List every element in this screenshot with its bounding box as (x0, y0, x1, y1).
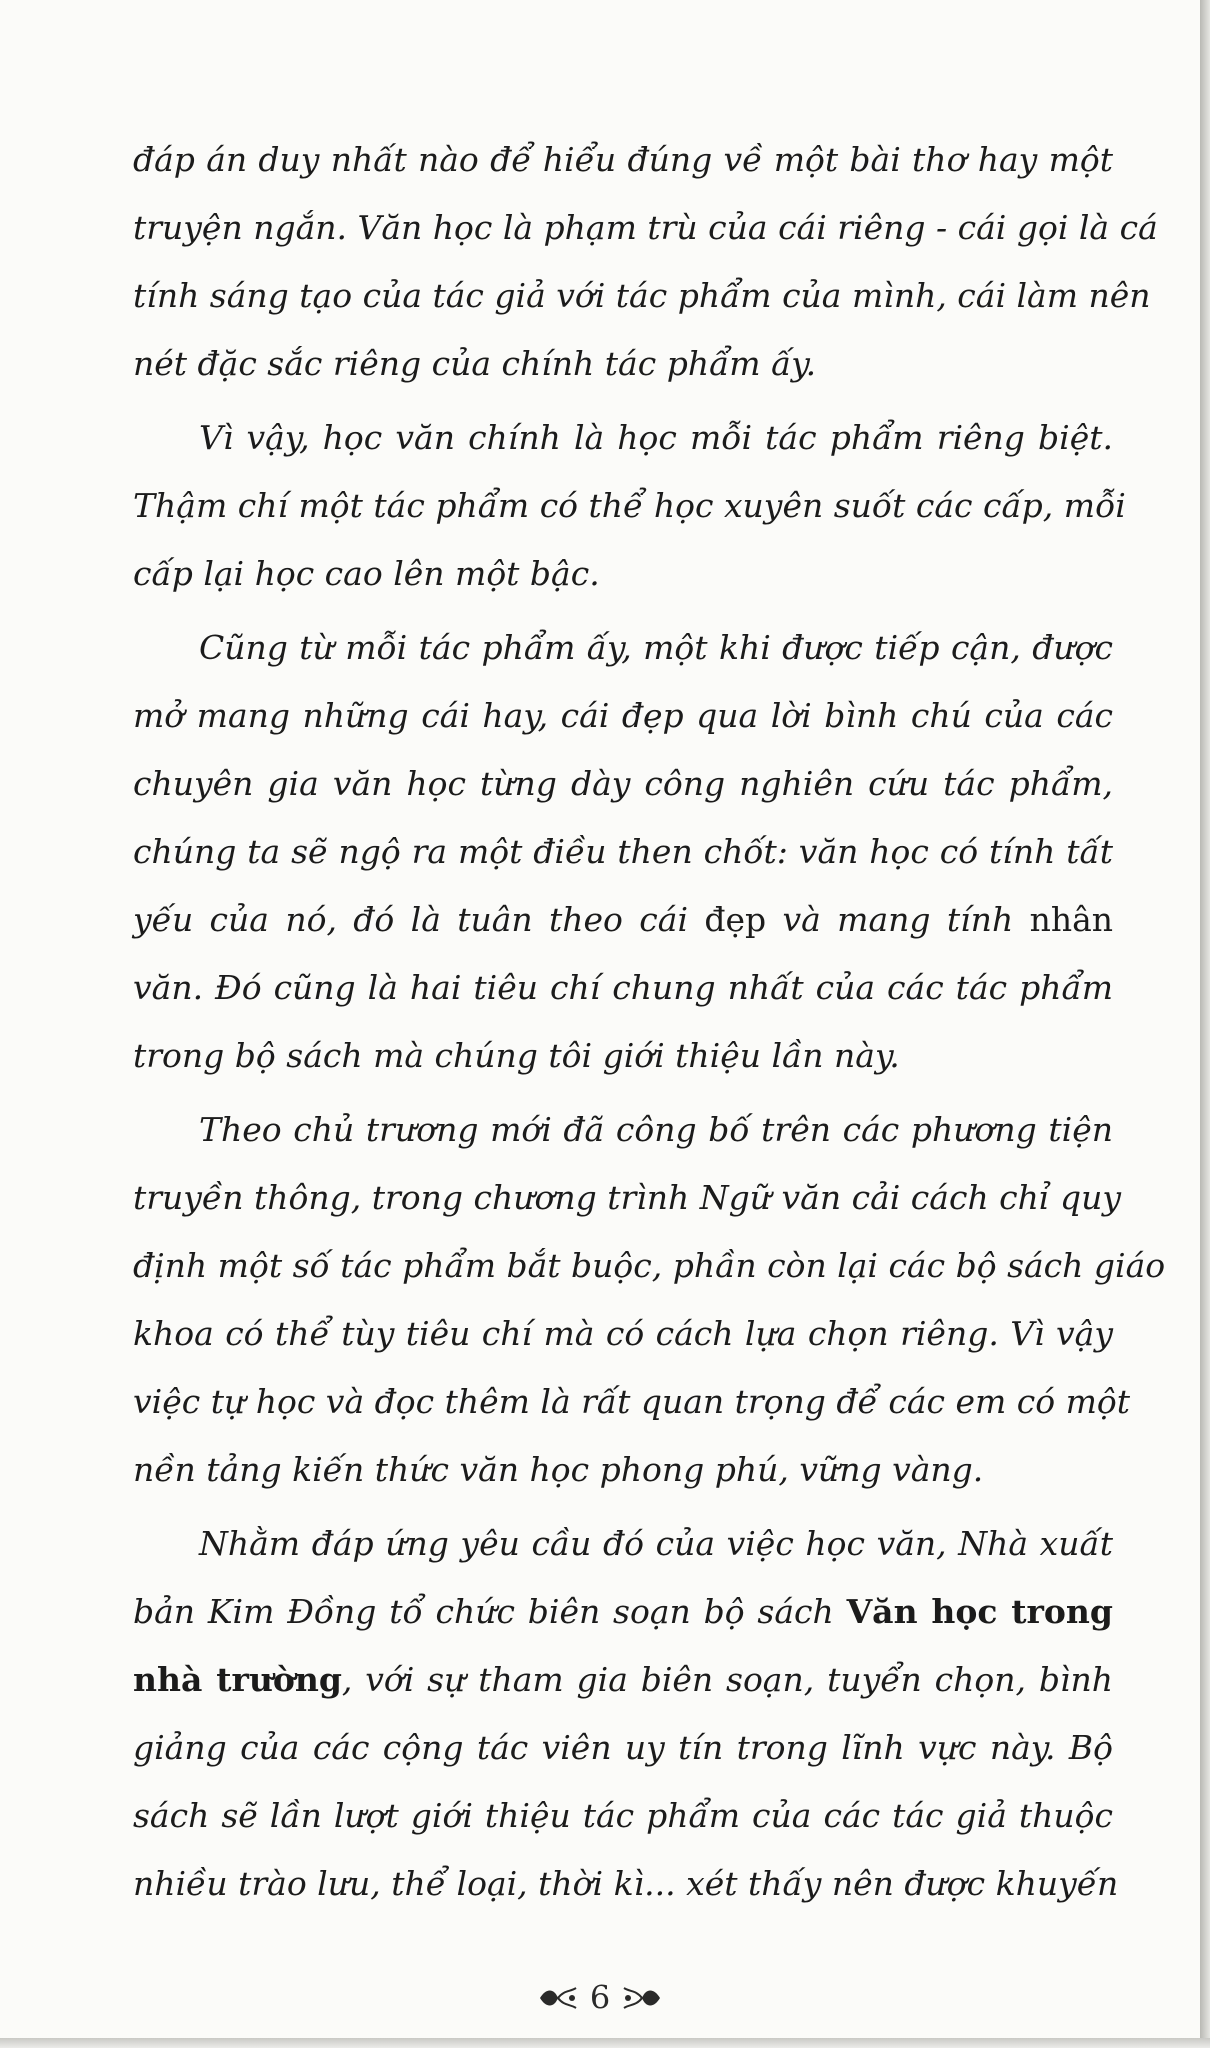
paragraph (133, 404, 1126, 608)
paragraph (133, 1096, 1166, 1504)
text-line: truyện ngắn. Văn học là phạm trù của cái riêng - cái gọi là cá (133, 208, 1158, 247)
floral-ornament-icon (536, 1984, 580, 2012)
text-line (133, 886, 1113, 954)
body-text (133, 126, 1166, 1924)
floral-ornament-icon (620, 1984, 664, 2012)
text-segment: , với sự tham gia biên soạn, tuyển chọn, bình (341, 1660, 1113, 1699)
text-segment-upright: đẹp (704, 900, 767, 939)
text-line: Nhằm đáp ứng yêu cầu đó của việc học văn, Nhà xuất (199, 1524, 1113, 1563)
page-number: 6 (589, 1978, 611, 2017)
text-line: cấp lại học cao lên một bậc. (133, 554, 600, 593)
text-line: khoa có thể tùy tiêu chí mà có cách lựa chọn riêng. Vì vậy (133, 1314, 1113, 1353)
book-series-title: Văn học trong (846, 1592, 1113, 1631)
text-line: định một số tác phẩm bắt buộc, phần còn lại các bộ sách giáo (133, 1246, 1166, 1285)
text-line: việc tự học và đọc thêm là rất quan trọng để các em có một (133, 1382, 1131, 1421)
text-line: Thậm chí một tác phẩm có thể học xuyên suốt các cấp, mỗi (133, 486, 1126, 525)
text-line: chuyên gia văn học từng dày công nghiên cứu tác phẩm, (133, 764, 1113, 803)
paragraph (133, 1510, 1119, 1918)
text-line: đáp án duy nhất nào để hiểu đúng về một bài thơ hay một (133, 140, 1113, 179)
text-line: nền tảng kiến thức văn học phong phú, vững vàng. (133, 1450, 984, 1489)
book-series-title: nhà trường (133, 1660, 342, 1699)
text-line: văn. Đó cũng là hai tiêu chí chung nhất của các tác phẩm (133, 968, 1113, 1007)
paragraph (133, 126, 1158, 398)
text-line (133, 1646, 1113, 1714)
page-footer (0, 1975, 1200, 2018)
text-segment: yếu của nó, đó là tuân theo cái (133, 900, 705, 939)
text-line: nét đặc sắc riêng của chính tác phẩm ấy. (133, 344, 817, 383)
text-line: tính sáng tạo của tác giả với tác phẩm của mình, cái làm nên (133, 276, 1151, 315)
text-line: truyền thông, trong chương trình Ngữ văn cải cách chỉ quy (133, 1178, 1121, 1217)
page-bottom-edge (0, 2038, 1210, 2048)
text-line: trong bộ sách mà chúng tôi giới thiệu lần này. (133, 1036, 900, 1075)
text-line: giảng của các cộng tác viên uy tín trong lĩnh vực này. Bộ (133, 1728, 1113, 1767)
paragraph (133, 614, 1113, 1090)
text-line (133, 1578, 1113, 1646)
page-edge-shadow (1200, 0, 1210, 2048)
text-line: Theo chủ trương mới đã công bố trên các phương tiện (199, 1110, 1113, 1149)
text-segment: bản Kim Đồng tổ chức biên soạn bộ sách (133, 1592, 847, 1631)
text-line: sách sẽ lần lượt giới thiệu tác phẩm của các tác giả thuộc (133, 1796, 1113, 1835)
text-line: mở mang những cái hay, cái đẹp qua lời bình chú của các (133, 696, 1113, 735)
text-line: Vì vậy, học văn chính là học mỗi tác phẩm riêng biệt. (199, 418, 1113, 457)
text-segment-upright: nhân (1029, 900, 1113, 939)
text-line: nhiều trào lưu, thể loại, thời kì... xét thấy nên được khuyến (133, 1864, 1119, 1903)
text-segment: và mang tính (766, 900, 1030, 939)
text-line: chúng ta sẽ ngộ ra một điều then chốt: văn học có tính tất (133, 832, 1113, 871)
text-line: Cũng từ mỗi tác phẩm ấy, một khi được tiếp cận, được (199, 628, 1113, 667)
